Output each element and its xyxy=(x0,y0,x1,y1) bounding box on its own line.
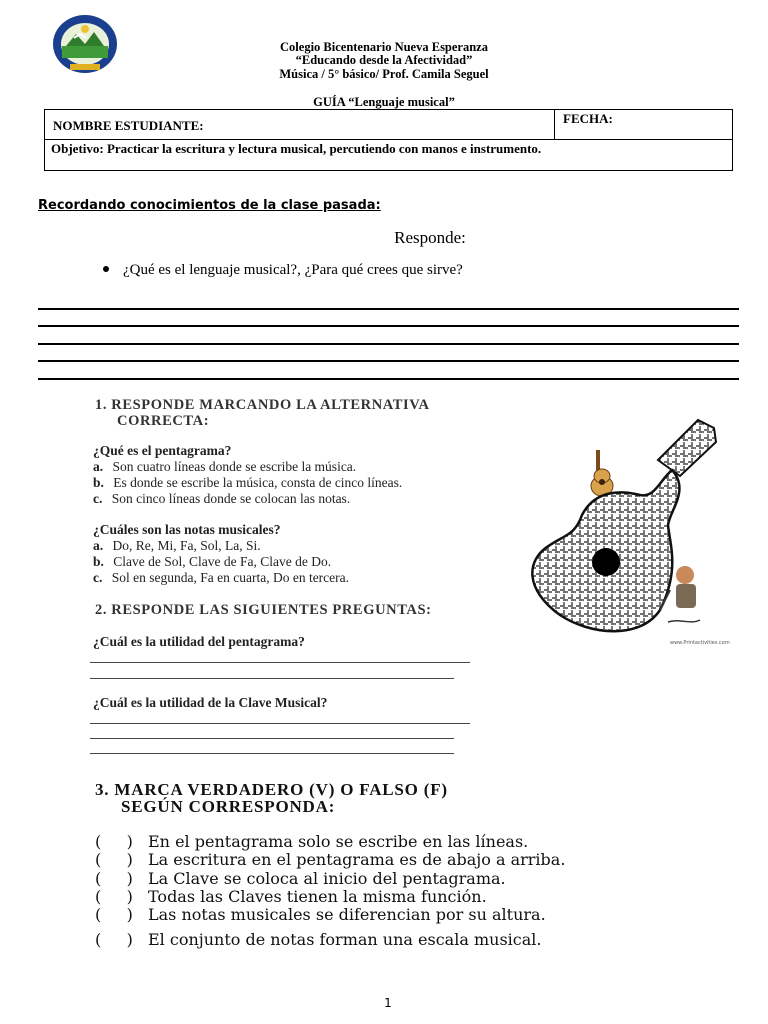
tf-item[interactable]: ( ) La Clave se coloca al inicio del pentagrama. xyxy=(95,869,506,888)
answer-line[interactable] xyxy=(90,738,454,739)
answer-line[interactable] xyxy=(38,308,739,310)
guide-title: GUÍA “Lenguaje musical” xyxy=(313,95,455,109)
school-motto: “Educando desde la Afectividad” xyxy=(295,53,473,67)
s2-question-1: ¿Cuál es la utilidad del pentagrama? xyxy=(93,634,305,649)
tf-checkbox[interactable]: ( ) xyxy=(95,930,133,949)
guitar-maze-illustration xyxy=(520,410,740,650)
student-info-box xyxy=(44,109,733,171)
section2-heading: 2. RESPONDE LAS SIGUIENTES PREGUNTAS: xyxy=(95,602,432,618)
q2-option-a[interactable]: a. Do, Re, Mi, Fa, Sol, La, Si. xyxy=(93,538,261,553)
tf-item[interactable]: ( ) Todas las Claves tienen la misma función. xyxy=(95,887,487,906)
q2-question: ¿Cuáles son las notas musicales? xyxy=(93,522,281,537)
q2-option-c[interactable]: c. Sol en segunda, Fa en cuarta, Do en tercera. xyxy=(93,570,350,585)
objective-text: Objetivo: Practicar la escritura y lectura musical, percutiendo con manos e instrumento. xyxy=(51,141,542,156)
tf-checkbox[interactable]: ( ) xyxy=(95,869,133,888)
answer-line[interactable] xyxy=(38,360,739,362)
page-number: 1 xyxy=(384,996,392,1010)
tf-checkbox[interactable]: ( ) xyxy=(95,832,133,851)
tf-checkbox[interactable]: ( ) xyxy=(95,887,133,906)
recall-heading: Recordando conocimientos de la clase pasada: xyxy=(38,198,381,213)
answer-line[interactable] xyxy=(90,753,454,754)
tf-checkbox[interactable]: ( ) xyxy=(95,905,133,924)
small-guitar-icon xyxy=(591,450,613,496)
answer-line[interactable] xyxy=(38,325,739,327)
student-name-label: NOMBRE ESTUDIANTE: xyxy=(53,118,204,133)
school-name: Colegio Bicentenario Nueva Esperanza xyxy=(280,40,488,54)
tf-checkbox[interactable]: ( ) xyxy=(95,850,133,869)
answer-line[interactable] xyxy=(90,723,470,724)
bullet-icon xyxy=(103,266,109,272)
recall-question-text: ¿Qué es el lenguaje musical?, ¿Para qué crees que sirve? xyxy=(123,262,463,278)
date-label: FECHA: xyxy=(563,111,613,126)
q2-option-b[interactable]: b. Clave de Sol, Clave de Fa, Clave de Do. xyxy=(93,554,332,569)
answer-line[interactable] xyxy=(38,378,739,380)
section1-heading: 1. RESPONDE MARCANDO LA ALTERNATIVA xyxy=(95,397,430,413)
q1-option-b[interactable]: b. Es donde se escribe la música, consta de cinco líneas. xyxy=(93,475,403,490)
tf-item[interactable]: ( ) La escritura en el pentagrama es de abajo a arriba. xyxy=(95,850,566,869)
answer-line[interactable] xyxy=(90,678,454,679)
tf-item[interactable]: ( ) En el pentagrama solo se escribe en las líneas. xyxy=(95,832,529,851)
recall-question xyxy=(103,262,463,279)
course-info: Música / 5° básico/ Prof. Camila Seguel xyxy=(279,67,489,81)
respond-instruction: Responde: xyxy=(394,228,466,247)
section3-heading: 3. MARCA VERDADERO (V) O FALSO (F) xyxy=(95,780,448,799)
section3-heading-cont: SEGÚN CORRESPONDA: xyxy=(121,797,336,816)
answer-line[interactable] xyxy=(90,662,470,663)
tf-item[interactable]: ( ) El conjunto de notas forman una escala musical. xyxy=(95,930,542,949)
q1-option-c[interactable]: c. Son cinco líneas donde se colocan las notas. xyxy=(93,491,351,506)
s2-question-2: ¿Cuál es la utilidad de la Clave Musical? xyxy=(93,695,328,710)
answer-line[interactable] xyxy=(38,343,739,345)
tf-item[interactable]: ( ) Las notas musicales se diferencian por su altura. xyxy=(95,905,546,924)
maze-credit: www.Printactivities.com xyxy=(670,640,730,646)
q1-question: ¿Qué es el pentagrama? xyxy=(93,443,232,458)
section1-heading-cont: CORRECTA: xyxy=(117,413,210,429)
q1-option-a[interactable]: a. Son cuatro líneas donde se escribe la música. xyxy=(93,459,357,474)
